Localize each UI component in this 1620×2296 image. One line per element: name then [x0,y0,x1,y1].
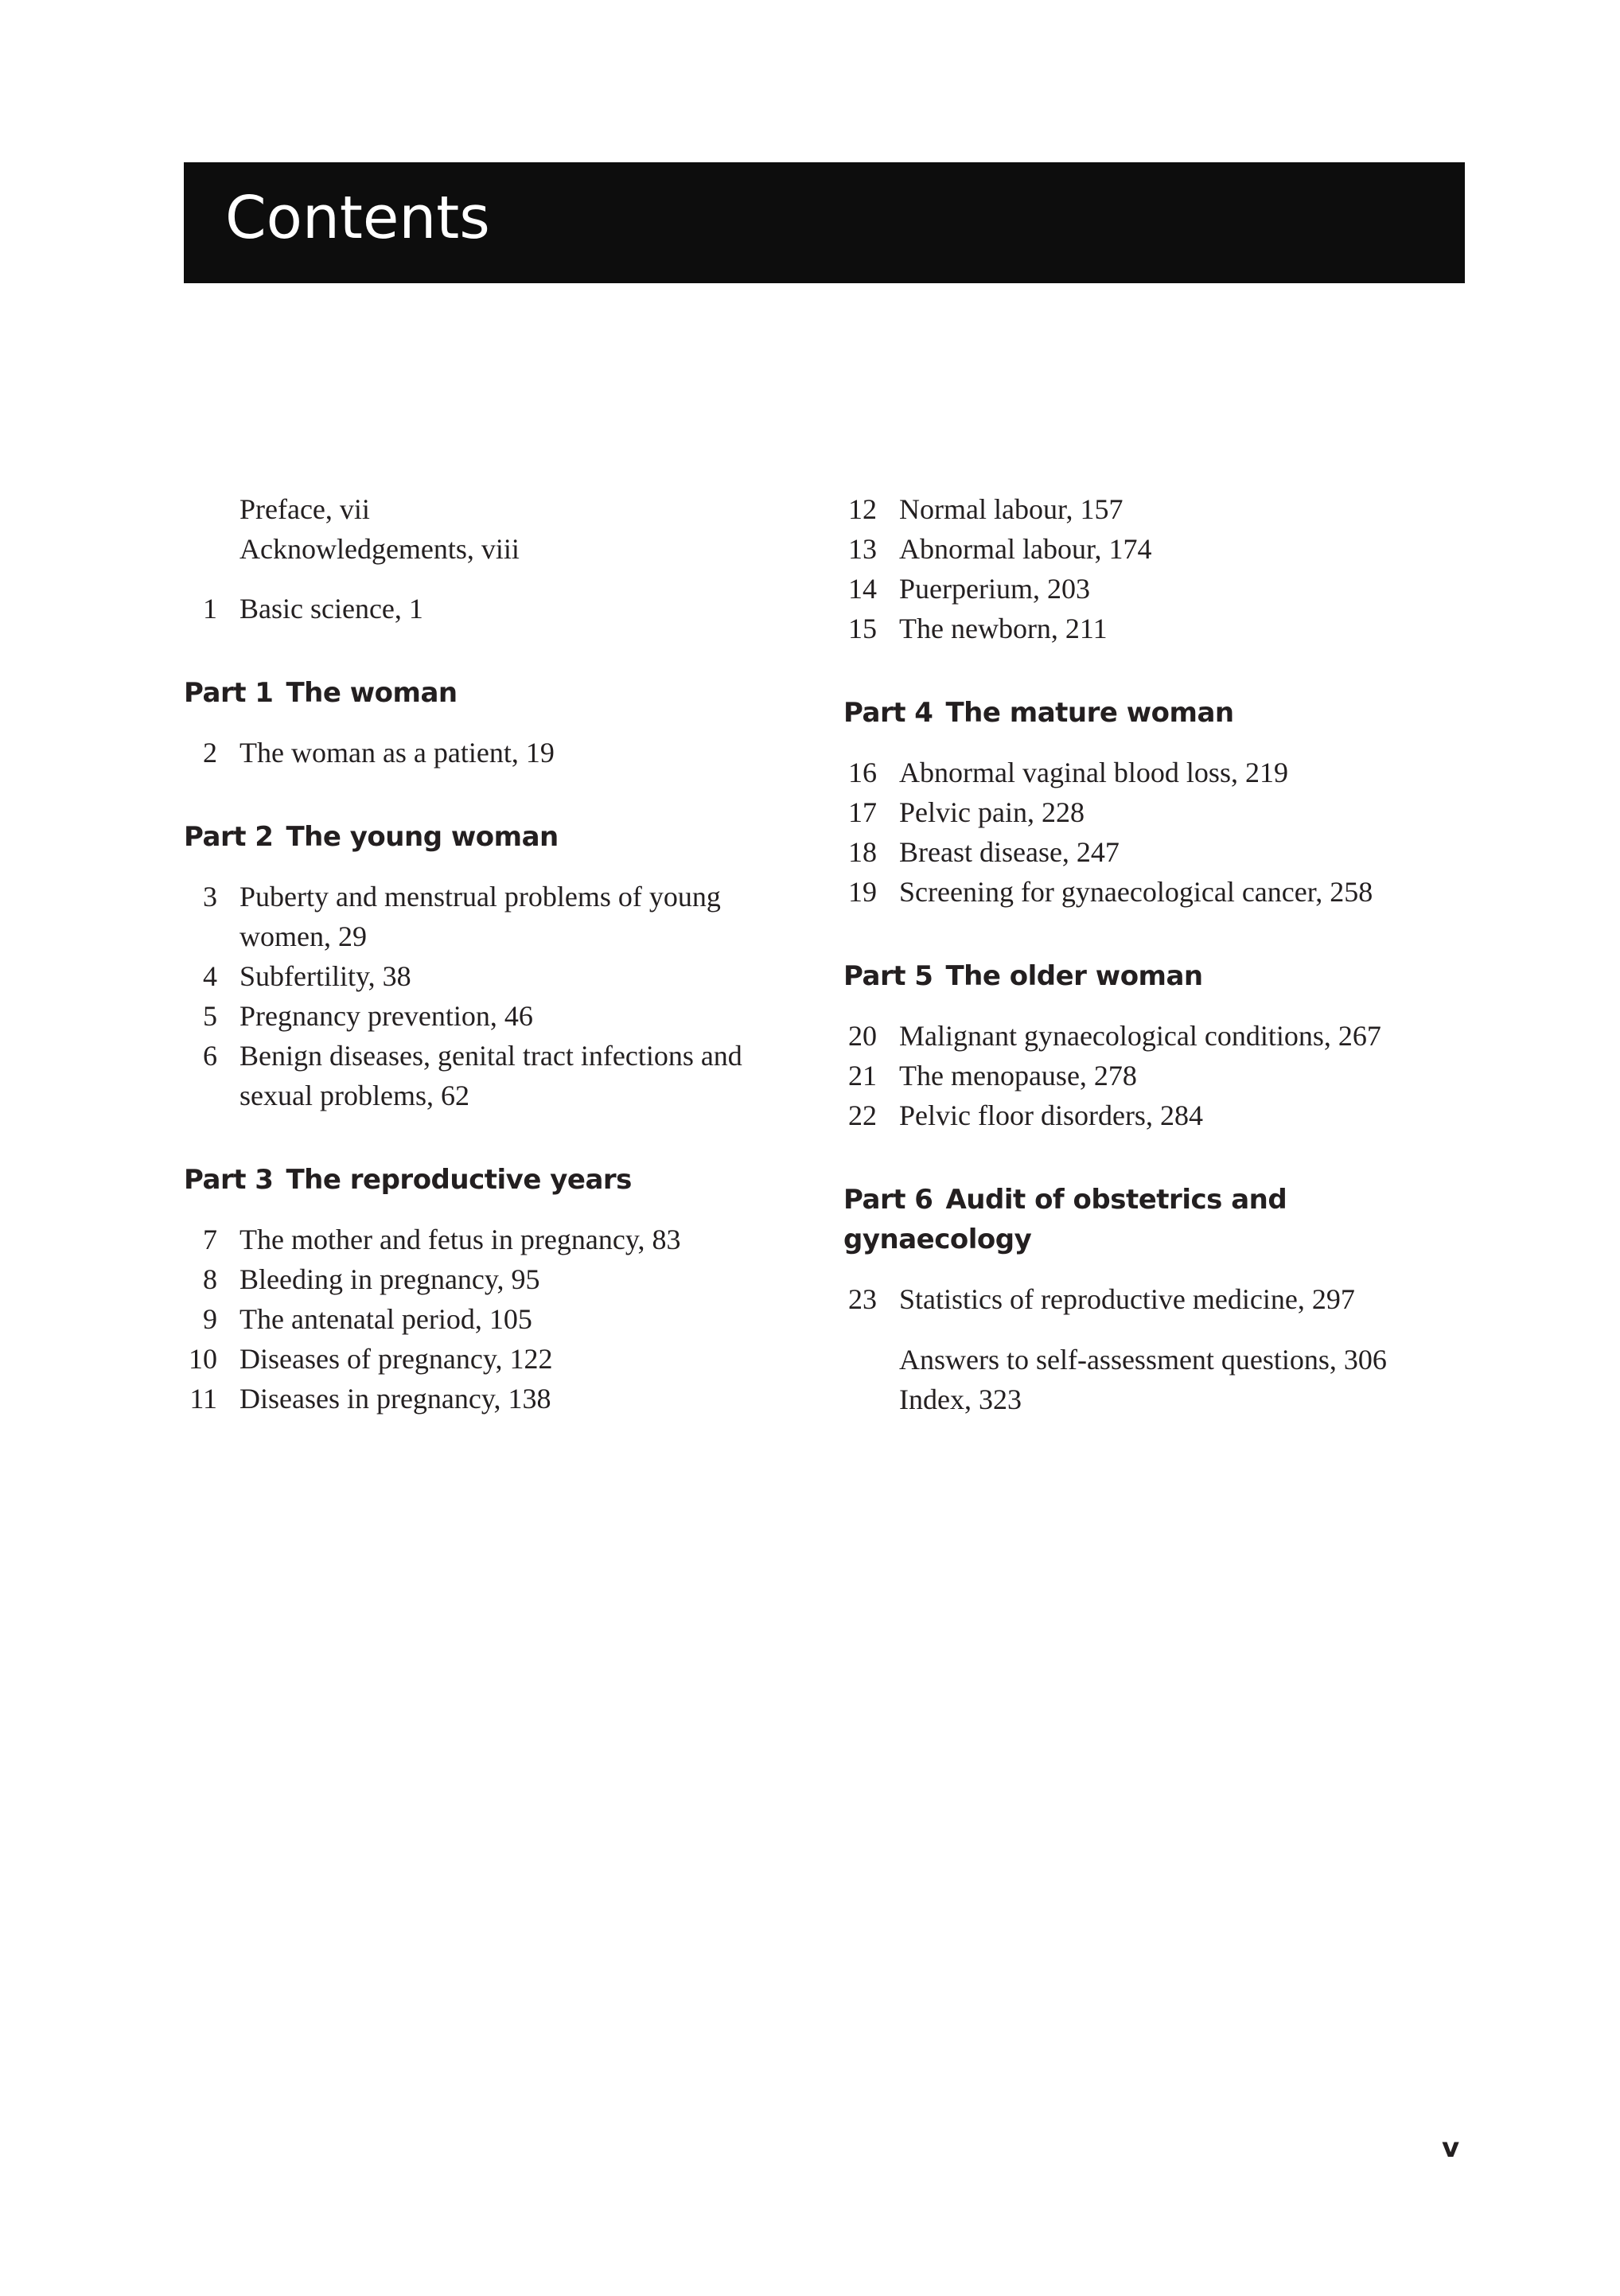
entry-number: 5 [203,1000,217,1032]
entry-number: 22 [848,1099,877,1131]
page-title: Contents [225,184,490,252]
toc-entry-index[interactable] [843,1380,1480,1419]
toc-entry-chapter-1[interactable] [184,589,804,628]
toc-entry-acknowledgements[interactable] [184,529,804,569]
toc-entry-chapter-10[interactable] [184,1339,804,1379]
entry-number: 15 [848,613,877,644]
entry-text: Statistics of reproductive medicine, 297 [899,1283,1355,1315]
entry-number: 16 [848,757,877,788]
toc-entry-chapter-6[interactable] [184,1036,804,1115]
entry-text: Abnormal vaginal blood loss, 219 [899,757,1288,788]
toc-entry-chapter-16[interactable] [843,753,1480,792]
entry-text: Preface, vii [239,493,370,525]
entry-text: Malignant gynaecological conditions, 267 [899,1020,1381,1052]
entry-number: 4 [203,960,217,992]
entry-number: 8 [203,1263,217,1295]
entry-text: Diseases of pregnancy, 122 [239,1343,553,1375]
toc-entry-chapter-15[interactable] [843,609,1480,648]
entry-number: 6 [203,1040,217,1072]
entry-text: The newborn, 211 [899,613,1108,644]
toc-entry-chapter-3[interactable] [184,877,804,956]
title-bar [184,162,1465,283]
entry-text: Normal labour, 157 [899,493,1123,525]
toc-entry-chapter-5[interactable] [184,996,804,1036]
toc-entry-chapter-11[interactable] [184,1379,804,1418]
entry-number: 20 [848,1020,877,1052]
part-heading-5 [843,956,1480,996]
entry-number: 12 [848,493,877,525]
toc-entry-chapter-12[interactable] [843,489,1480,529]
part-title: The reproductive years [286,1164,632,1196]
entry-number: 10 [189,1343,217,1375]
toc-entry-chapter-18[interactable] [843,832,1480,872]
entry-text: Puerperium, 203 [899,573,1090,605]
part-heading-1 [184,673,804,713]
entry-text: Acknowledgements, viii [239,533,520,565]
entry-text: Index, 323 [899,1383,1022,1415]
part-heading-4 [843,693,1480,733]
entry-text: Pelvic floor disorders, 284 [899,1099,1203,1131]
part-label: Part 4 [843,697,933,729]
entry-number: 9 [203,1303,217,1335]
entry-number: 19 [848,876,877,908]
entry-text: Breast disease, 247 [899,836,1120,868]
part-title: The woman [286,677,458,709]
part-title: The older woman [945,960,1203,992]
part-title: Audit of obstetrics and gynaecology [843,1184,1287,1255]
entry-number: 11 [189,1383,217,1415]
entry-text: Pelvic pain, 228 [899,796,1085,828]
entry-text: Bleeding in pregnancy, 95 [239,1263,540,1295]
entry-text: Screening for gynaecological cancer, 258 [899,876,1373,908]
part-title: The mature woman [945,697,1234,729]
entry-text: Answers to self-assessment questions, 306 [899,1344,1387,1376]
toc-entry-chapter-9[interactable] [184,1299,804,1339]
entry-text: Basic science, 1 [239,593,423,625]
entry-text: Benign diseases, genital tract infections and sexual problems, 62 [239,1040,742,1111]
entry-text: Puberty and menstrual problems of young women, 29 [239,881,721,952]
toc-entry-chapter-20[interactable] [843,1016,1480,1056]
entry-number: 13 [848,533,877,565]
toc-entry-chapter-14[interactable] [843,569,1480,609]
toc-entry-answers[interactable] [843,1340,1480,1380]
part-label: Part 1 [184,677,274,709]
entry-text: Subfertility, 38 [239,960,411,992]
entry-number: 21 [848,1060,877,1092]
toc-left-column [184,489,804,1418]
entry-number: 23 [848,1283,877,1315]
toc-entry-chapter-23[interactable] [843,1279,1480,1319]
entry-text: Pregnancy prevention, 46 [239,1000,533,1032]
part-title: The young woman [286,821,559,853]
part-heading-6 [843,1180,1480,1259]
entry-number: 1 [203,593,217,625]
entry-text: The woman as a patient, 19 [239,737,555,769]
part-heading-3 [184,1160,804,1200]
toc-entry-chapter-17[interactable] [843,792,1480,832]
toc-entry-chapter-2[interactable] [184,733,804,772]
entry-text: Diseases in pregnancy, 138 [239,1383,551,1415]
entry-text: The mother and fetus in pregnancy, 83 [239,1224,681,1255]
part-label: Part 3 [184,1164,274,1196]
toc-entry-chapter-19[interactable] [843,872,1480,912]
toc-entry-chapter-21[interactable] [843,1056,1480,1095]
toc-entry-chapter-22[interactable] [843,1095,1480,1135]
entry-number: 3 [203,881,217,913]
entry-text: The menopause, 278 [899,1060,1137,1092]
toc-entry-preface[interactable] [184,489,804,529]
entry-number: 18 [848,836,877,868]
entry-number: 7 [203,1224,217,1255]
entry-text: The antenatal period, 105 [239,1303,532,1335]
entry-number: 2 [203,737,217,769]
toc-entry-chapter-4[interactable] [184,956,804,996]
part-label: Part 6 [843,1184,933,1216]
toc-entry-chapter-7[interactable] [184,1220,804,1259]
toc-right-column [843,489,1480,1419]
entry-number: 14 [848,573,877,605]
page-number: v [1442,2132,1460,2164]
part-label: Part 2 [184,821,274,853]
part-label: Part 5 [843,960,933,992]
entry-number: 17 [848,796,877,828]
entry-text: Abnormal labour, 174 [899,533,1152,565]
toc-entry-chapter-13[interactable] [843,529,1480,569]
part-heading-2 [184,817,804,857]
toc-entry-chapter-8[interactable] [184,1259,804,1299]
